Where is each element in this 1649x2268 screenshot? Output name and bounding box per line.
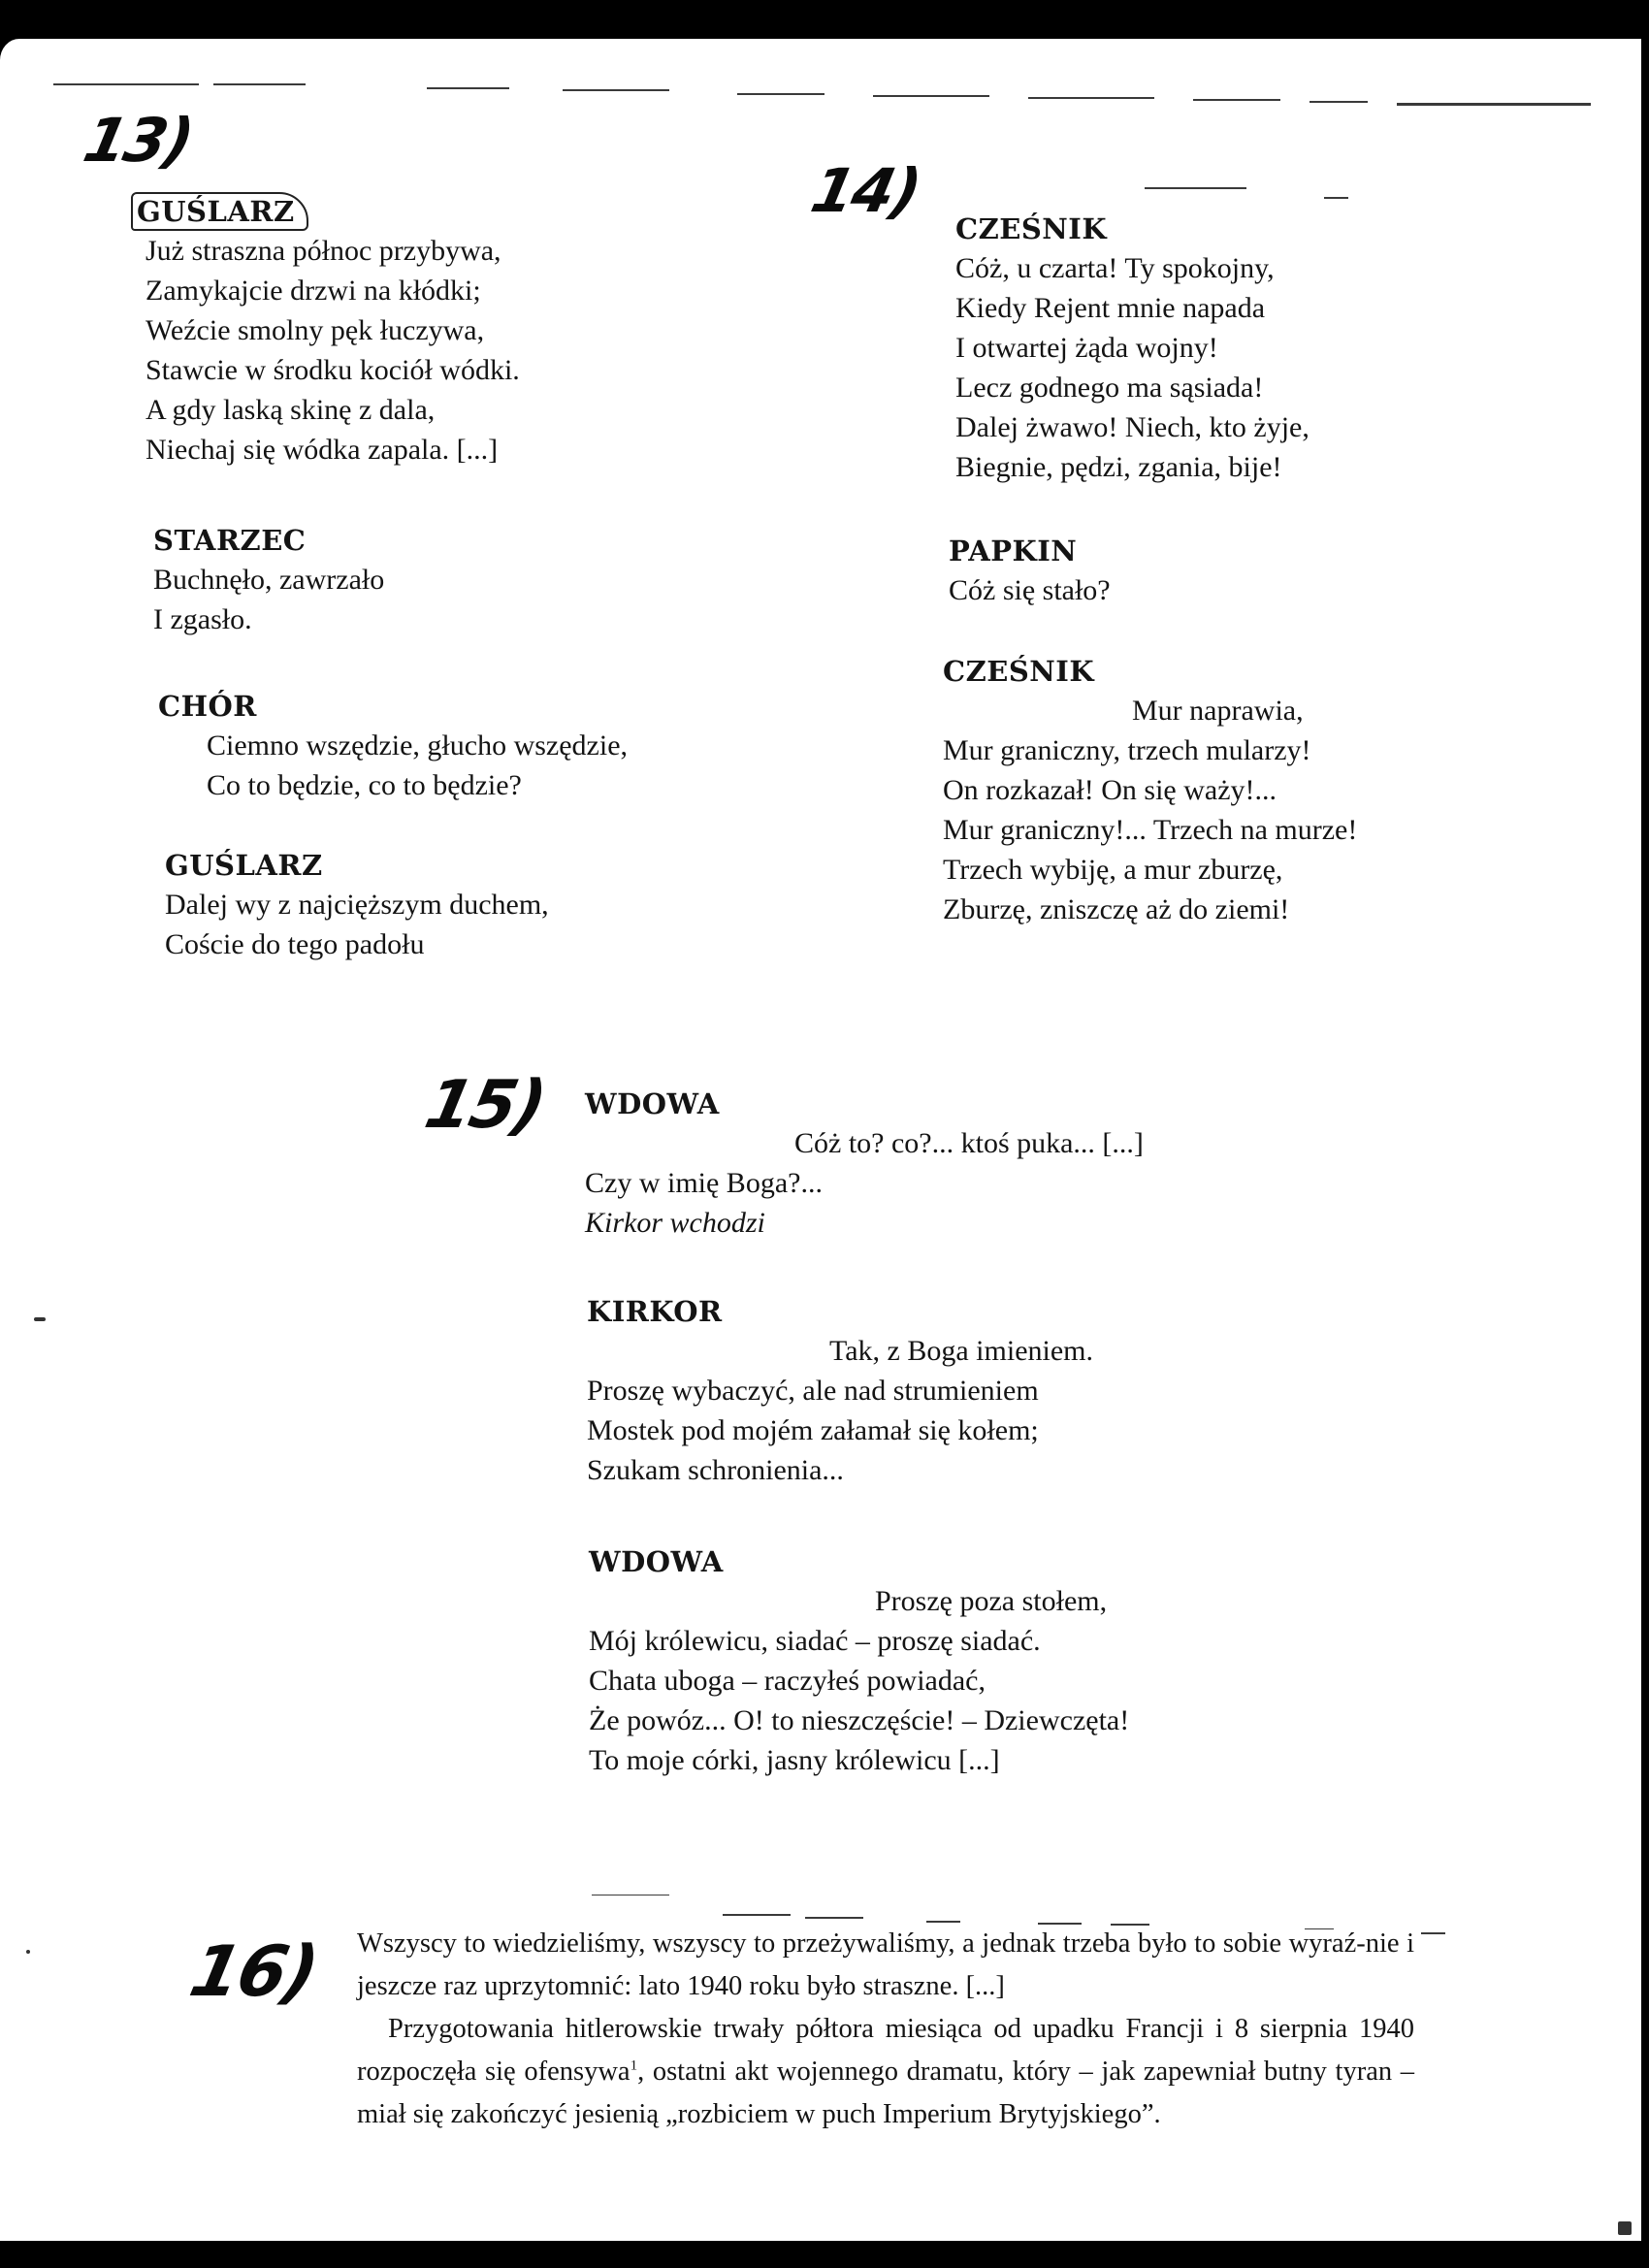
verse-line: Mur graniczny, trzech mularzy! — [943, 734, 1311, 766]
speaker-name: CHÓR — [158, 690, 257, 723]
verse-line: Chata uboga – raczyłeś powiadać, — [589, 1665, 986, 1697]
verse-line: To moje córki, jasny królewicu [...] — [589, 1744, 1000, 1776]
prose-paragraph: Wszyscy to wiedzieliśmy, wszyscy to przeżywaliśmy, a jednak trzeba było to sobie wyraź-nie i jeszcze raz uprzytomnić: lato 1940 roku było straszne. [...] — [357, 1928, 1414, 2001]
scan-speck — [34, 1317, 46, 1321]
prose-text: Przygotowania hitlerowskie trwały półtora miesiąca od upadku Francji i 8 sierpnia 1940 rozpoczęła się ofensywa — [357, 2014, 1414, 2087]
verse-line: Buchnęło, zawrzało — [153, 564, 385, 596]
verse-line: I zgasło. — [153, 603, 252, 635]
section-13-guslarz — [131, 192, 520, 470]
dashed-line — [1324, 197, 1348, 199]
dashed-line — [1145, 187, 1246, 189]
verse-line: Czy w imię Boga?... — [585, 1167, 823, 1199]
speaker-name: CZEŚNIK — [955, 212, 1108, 245]
verse-line: I otwartej żąda wojny! — [955, 332, 1218, 364]
dashed-line — [1310, 101, 1368, 103]
scan-speck — [1618, 2221, 1632, 2235]
section-13-chor — [158, 687, 628, 805]
footnote-ref: 1 — [630, 2057, 638, 2074]
verse-line: Lecz godnego ma sąsiada! — [955, 372, 1264, 404]
dashed-line — [873, 95, 989, 97]
speaker-name: WDOWA — [585, 1087, 720, 1120]
marker-13: 13) — [78, 105, 199, 176]
section-15-wdowa-2 — [589, 1542, 1171, 1780]
dashed-line — [1397, 103, 1591, 106]
speaker-name: CZEŚNIK — [943, 655, 1095, 688]
verse-line: Że powóz... O! to nieszczęście! – Dziewczęta! — [589, 1704, 1130, 1736]
verse-line: Co to będzie, co to będzie? — [207, 769, 522, 801]
verse-line: Tak, z Boga imieniem. — [829, 1335, 1093, 1367]
dashed-line — [53, 83, 199, 85]
verse-line: Trzech wybiję, a mur zburzę, — [943, 854, 1283, 886]
marker-16: 16) — [183, 1930, 325, 2012]
stage-direction: Kirkor wchodzi — [585, 1207, 765, 1239]
marker-14: 14) — [805, 155, 926, 226]
verse-line: On rozkazał! On się waży!... — [943, 774, 1277, 806]
speaker-name: GUŚLARZ — [165, 849, 323, 882]
verse-line: Kiedy Rejent mnie napada — [955, 292, 1266, 324]
dashed-line — [1421, 1932, 1445, 1934]
verse-line: Szukam schronienia... — [587, 1454, 844, 1486]
verse-line: Proszę wybaczyć, ale nad strumieniem — [587, 1375, 1039, 1407]
dashed-line — [723, 1914, 791, 1916]
verse-line: Biegnie, pędzi, zgania, bije! — [955, 451, 1282, 483]
page-corner — [0, 39, 1649, 97]
verse-line: Już straszna północ przybywa, — [146, 235, 501, 267]
speaker-name: PAPKIN — [949, 535, 1078, 567]
verse-line: Stawcie w środku kociół wódki. — [146, 354, 520, 386]
section-14-czesnik-2 — [943, 652, 1389, 929]
section-14-papkin — [949, 532, 1111, 610]
verse-line: Niechaj się wódka zapala. [...] — [146, 434, 499, 466]
section-13-guslarz-2 — [165, 846, 549, 964]
section-15-kirkor — [587, 1292, 1169, 1490]
dashed-line — [805, 1917, 863, 1919]
verse-line: Mur graniczny!... Trzech na murze! — [943, 814, 1358, 846]
verse-line: Cóż, u czarta! Ty spokojny, — [955, 252, 1275, 284]
verse-line: Coście do tego padołu — [165, 928, 425, 960]
speaker-name: STARZEC — [153, 524, 307, 557]
prose-text: , ostatni akt wojennego dramatu, który – jak zapewniał butny tyran – miał się zakończyć jesienią „rozbiciem w puch Imperium Brytyjskiego”. — [357, 2057, 1415, 2129]
section-13-starzec — [153, 521, 384, 639]
verse-line: Cóż to? co?... ktoś puka... [...] — [794, 1127, 1144, 1159]
verse-line: Cóż się stało? — [949, 574, 1111, 606]
verse-line: Ciemno wszędzie, głucho wszędzie, — [207, 729, 629, 761]
prose-paragraph — [357, 2008, 1414, 2136]
section-16-prose — [357, 1923, 1414, 2136]
speaker-box: GUŚLARZ — [131, 192, 308, 231]
speaker-name — [131, 192, 520, 231]
verse-line: Zburzę, zniszczę aż do ziemi! — [943, 893, 1290, 925]
section-14-czesnik — [955, 210, 1310, 487]
speaker-name: KIRKOR — [587, 1295, 723, 1328]
verse-line: Mój królewicu, siadać – proszę siadać. — [589, 1625, 1041, 1657]
dashed-line — [1193, 99, 1280, 101]
scan-edge-right — [1641, 0, 1649, 2268]
dashed-line — [737, 93, 824, 95]
verse-line: Mur naprawia, — [1132, 695, 1304, 727]
dashed-line — [427, 87, 509, 89]
verse-line: Zamykajcie drzwi na kłódki; — [146, 275, 481, 307]
verse-line: Weźcie smolny pęk łuczywa, — [146, 314, 485, 346]
section-15-wdowa — [585, 1085, 1167, 1243]
speaker-name: WDOWA — [589, 1545, 724, 1578]
dashed-line — [213, 83, 306, 85]
scan-edge-bottom — [0, 2241, 1649, 2268]
verse-line: Mostek pod mojém załamał się kołem; — [587, 1414, 1039, 1446]
verse-line: Dalej wy z najcięższym duchem, — [165, 889, 549, 921]
dashed-line — [563, 89, 669, 91]
marker-15: 15) — [418, 1067, 552, 1144]
verse-line: Dalej żwawo! Niech, kto żyje, — [955, 411, 1310, 443]
verse-line: A gdy laską skinę z dala, — [146, 394, 436, 426]
scan-speck — [26, 1950, 30, 1954]
dashed-line — [1028, 97, 1154, 99]
verse-line: Proszę poza stołem, — [875, 1585, 1108, 1617]
